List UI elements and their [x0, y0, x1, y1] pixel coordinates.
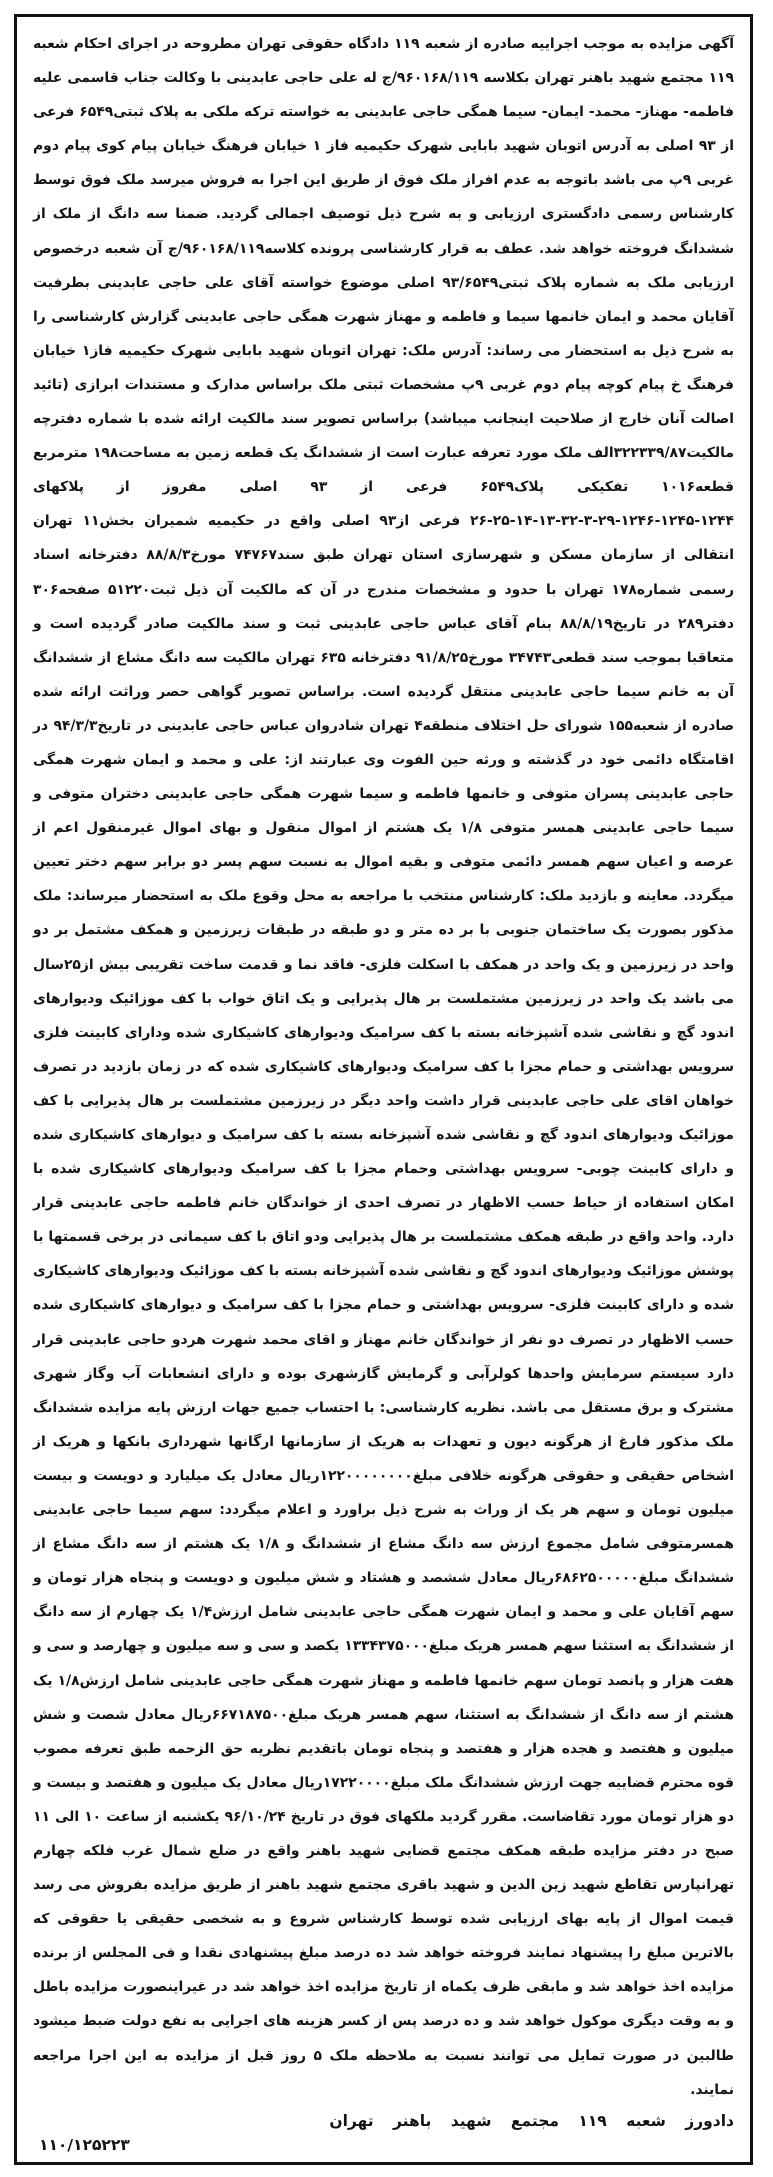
footer-reference-code: ۱۱۰/۱۲۵۲۲۳ — [39, 2135, 130, 2154]
notice-body-text: آگهی مزایده به موجب اجراییه صادره از شعبه ۱۱۹ دادگاه حقوقی تهران مطروحه در اجرای احکام شعبه ۱۱۹ مجتمع شهید باهنر تهران بکلاسه ۹۶۰۱۶۸/۱۱۹/ج له علی حاجی عابدینی با وکالت جناب قاسمی علیه فاطمه- مهناز- محمد- ایمان- سیما همگی حاجی عابدینی به خواسته ترکه ملکی به پلاک ثبتی۶۵۴۹ فرعی از ۹۳ اصلی به آدرس اتوبان شهید بابایی شهرک حکیمیه فاز ۱ خیابان فرهنگ خیابان پیام کوی پیام دوم غربی ۹پ می باشد باتوجه به عدم افراز ملک فوق از طریق این اجرا به فروش میرسد ملک فوق توسط کارشناس رسمی دادگستری ارزیابی و به شرح ذیل توصیف اجمالی گردید. ضمنا سه دانگ از ملک از ششدانگ فروخته خواهد شد. عطف به قرار کارشناسی پرونده کلاسه۹۶۰۱۶۸/۱۱۹/ج آن شعبه درخصوص ارزیابی ملک به شماره پلاک ثبتی۹۳/۶۵۴۹ اصلی موضوع خواسته آقای علی حاجی عابدینی بطرفیت آقایان محمد و ایمان خانمها سیما و فاطمه و مهناز شهرت همگی حاجی عابدینی گزارش کارشناسی را به شرح ذیل به استحضار می رساند: آدرس ملک: تهران اتوبان شهید بابایی شهرک حکیمیه فاز۱ خیابان فرهنگ خ پیام کوچه پیام دوم غربی ۹پ مشخصات ثبتی ملک براساس مدارک و مستندات ابرازی (تائید اصالت آنان خارج از صلاحیت اینجانب میباشد) براساس تصویر سند مالکیت ارائه شده با شماره دفترچه مالکیت۳۲۲۳۳۹/۸۷الف ملک مورد تعرفه عبارت است از ششدانگ یک قطعه زمین به مساحت۱۹۸ مترمربع قطعه۱۰۱۶ تفکیکی پلاک۶۵۴۹ فرعی از ۹۳ اصلی مفروز از پلاکهای ۱۲۴۴-۱۲۴۵-۱۲۴۶-۲۹-۳-۳۲-۱۳-۱۴-۲۵-۲۶ فرعی از۹۳ اصلی واقع در حکیمیه شمیران بخش۱۱ تهران انتقالی از سازمان مسکن و شهرسازی استان تهران طبق سند۷۴۷۶۷ مورخ۸۸/۸/۳ دفترخانه اسناد رسمی شماره۱۷۸ تهران با حدود و مشخصات مندرج در آن که مالکیت آن ذیل ثبت۵۱۲۲۰ صفحه۳۰۶ دفتر۲۸۹ در تاریخ۸۸/۸/۱۹ بنام آقای عباس حاجی عابدینی ثبت و سند مالکیت صادر گردیده است و متعاقبا بموجب سند قطعی۳۴۷۴۳ مورخ۹۱/۸/۲۵ دفترخانه ۶۳۵ تهران مالکیت سه دانگ مشاع از ششدانگ آن به خانم سیما حاجی عابدینی منتقل گردیده است. براساس تصویر گواهی حصر وراثت ارائه شده صادره از شعبه۱۵۵ شورای حل اختلاف منطقه۴ تهران شادروان عباس حاجی عابدینی در تاریخ۹۴/۳/۳ در اقامتگاه دائمی خود در گذشته و ورثه حین الفوت وی عبارتند از: علی و محمد و ایمان شهرت همگی حاجی عابدینی پسران متوفی و خانمها فاطمه و سیما شهرت همگی حاجی عابدینی دختران متوفی و سیما حاجی عابدینی همسر متوفی ۱/۸ یک هشتم از اموال منقول و بهای اموال غیرمنقول اعم از عرصه و اعیان سهم همسر دائمی متوفی و بقیه اموال به نسبت سهم پسر دو برابر سهم دختر تعیین میگردد. معاینه و بازدید ملک: کارشناس منتخب با مراجعه به محل وقوع ملک به استحضار میرساند: ملک مذکور بصورت یک ساختمان جنوبی با بر ده متر و دو طبقه در طبقات زیرزمین و همکف مشتمل بر دو واحد در زیرزمین و یک واحد در همکف با اسکلت فلزی- فاقد نما و قدمت ساخت تقریبی بیش از۲۵سال می باشد یک واحد در زیرزمین مشتملست بر هال پذیرایی و یک اتاق خواب با کف موزائیک ودیوارهای اندود گچ و نقاشی شده آشپزخانه بسته با کف سرامیک ودیوارهای کاشیکاری شده ودارای کابینت فلزی سرویس بهداشتی و حمام مجزا با کف سرامیک ودیوارهای کاشیکاری شده که در زمان بازدید در تصرف خواهان اقای علی حاجی عابدینی قرار داشت واحد دیگر در زیرزمین مشتملست بر هال پذیرایی با کف موزائیک ودیوارهای اندود گچ و نقاشی شده آشپزخانه بسته با کف سرامیک و دیوارهای کاشیکاری شده و دارای کابینت چوبی- سرویس بهداشتی وحمام مجزا با کف سرامیک ودیوارهای کاشیکاری شده با امکان استفاده از حیاط حسب الاظهار در تصرف احدی از خواندگان خانم فاطمه حاجی عابدینی قرار دارد. واحد واقع در طبقه همکف مشتملست بر هال پذیرایی ودو اتاق با کف سیمانی در برخی قسمتها با پوشش موزائیک ودیوارهای اندود گچ و نقاشی شده آشپزخانه بسته با کف موزائیک ودیوارهای کاشیکاری شده و دارای کابینت فلزی- سرویس بهداشتی و حمام مجزا با کف سرامیک و دیوارهای کاشیکاری شده حسب الاظهار در تصرف دو نفر از خواندگان خانم مهناز و اقای محمد شهرت هردو حاجی عابدینی قرار دارد سیستم سرمایش واحدها کولرآبی و گرمایش گازشهری بوده و دارای انشعابات آب وگاز شهری مشترک و برق مستقل می باشد. نظریه کارشناسی: با احتساب جمیع جهات ارزش پایه مزایده ششدانگ ملک مذکور فارغ از هرگونه دیون و تعهدات به هریک از سازمانها ارگانها شهرداری بانکها و هریک از اشخاص حقیقی و حقوقی هرگونه خلافی مبلغ۱۲۲۰۰۰۰۰۰۰۰ریال معادل یک میلیارد و دویست و بیست میلیون تومان و سهم هر یک از وراث به شرح ذیل براورد و اعلام میگردد: سهم سیما حاجی عابدینی همسرمتوفی شامل مجموع ارزش سه دانگ مشاع از ششدانگ و ۱/۸ یک هشتم از سه دانگ مشاع از ششدانگ مبلغ۶۸۶۲۵۰۰۰۰۰ریال معادل ششصد و هشتاد و شش میلیون و دویست و پنجاه هزار تومان و سهم آقایان علی و محمد و ایمان شهرت همگی حاجی عابدینی شامل ارزش۱/۴ یک چهارم از سه دانگ از ششدانگ به استثنا سهم همسر هریک مبلغ۱۳۳۴۳۷۵۰۰۰ یکصد و سی و سه میلیون و چهارصد و سی و هفت هزار و پانصد تومان سهم خانمها فاطمه و مهناز شهرت همگی حاجی عابدینی شامل ارزش۱/۸ یک هشتم از سه دانگ از ششدانگ به استثنا، سهم همسر هریک مبلغ۶۶۷۱۸۷۵۰۰ریال معادل شصت و شش میلیون و هفتصد و هجده هزار و هفتصد و پنجاه تومان باتقدیم نظریه حق الزحمه طبق تعرفه مصوب قوه محترم قضاییه جهت ارزش ششدانگ ملک مبلغ۱۷۲۲۰۰۰۰ریال معادل یک میلیون و هفتصد و بیست و دو هزار تومان مورد تقاضاست. مقرر گردید ملکهای فوق در تاریخ ۹۶/۱۰/۲۴ یکشنبه از ساعت ۱۰ الی ۱۱ صبح در دفتر مزایده طبقه همکف مجتمع قضایی شهید باهنر واقع در ضلع شمال غرب فلکه چهارم تهرانپارس تقاطع شهید زین الدین و شهید باقری مجتمع شهید باهنر از طریق مزایده بفروش می رسد قیمت اموال از پایه بهای ارزیابی شده توسط کارشناس شروع و به شخصی حقیقی یا حقوقی که بالاترین مبلغ را پیشنهاد نمایند فروخته خواهد شد ده درصد مبلغ پیشنهادی نقدا و فی المجلس از برنده مزایده اخذ خواهد شد و مابقی ظرف یکماه از تاریخ مزایده اخذ خواهد شد در غیراینصورت مزایده باطل و به وقت دیگری موکول خواهد شد و ده درصد پس از کسر هزینه های اجرایی به نفع دولت ضبط میشود طالبین در صورت تمایل می توانند نسبت به ملاحظه ملک ۵ روز قبل از مزایده به این اجرا مراجعه نمایند. — [33, 36, 735, 2098]
footer-office: دادورز شعبه ۱۱۹ مجتمع شهید باهنر تهران — [329, 2111, 734, 2130]
auction-notice — [14, 14, 753, 2165]
footer-signature-line — [33, 2109, 734, 2133]
notice-footer — [33, 2109, 734, 2157]
